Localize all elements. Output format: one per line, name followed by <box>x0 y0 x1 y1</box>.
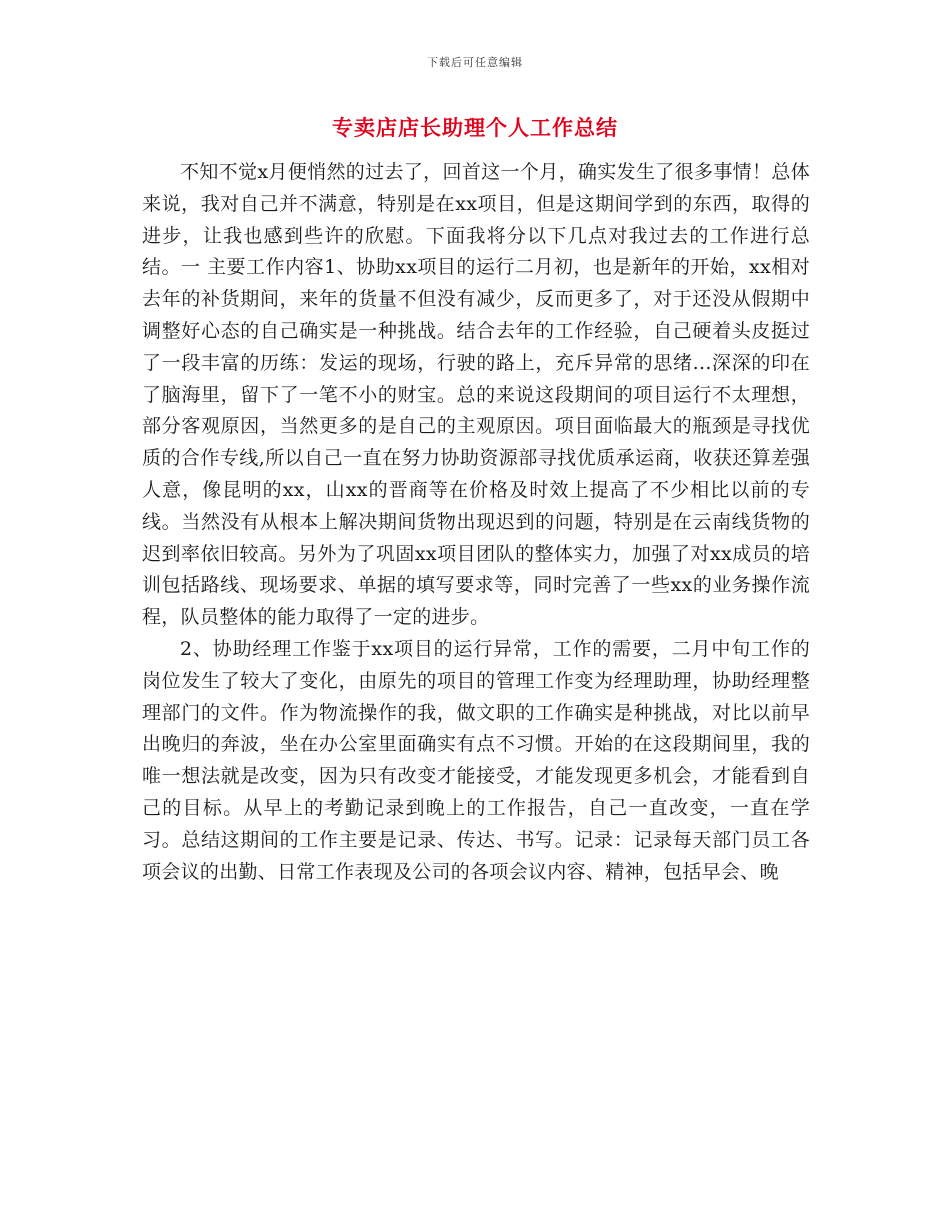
document-body <box>142 157 810 888</box>
paragraph-2: 2、协助经理工作鉴于xx项目的运行异常，工作的需要，二月中旬工作的岗位发生了较大了变化，由原先的项目的管理工作变为经理助理，协助经理整理部门的文件。作为物流操作的我，做文职的工作确实是种挑战，对比以前早出晚归的奔波，坐在办公室里面确实有点不习惯。开始的在这段期间里，我的唯一想法就是改变，因为只有改变才能接受，才能发现更多机会，才能看到自己的目标。从早上的考勤记录到晚上的工作报告，自己一直改变，一直在学习。总结这期间的工作主要是记录、传达、书写。记录：记录每天部门员工各项会议的出勤、日常工作表现及公司的各项会议内容、精神，包括早会、晚 <box>142 637 810 883</box>
document-title: 专卖店店长助理个人工作总结 <box>332 115 618 140</box>
paragraph-1: 不知不觉x月便悄然的过去了，回首这一个月，确实发生了很多事情！总体来说，我对自己并不满意，特别是在xx项目，但是这期间学到的东西，取得的进步，让我也感到些许的欣慰。下面我将分以下几点对我过去的工作进行总结。一 主要工作内容1、协助xx项目的运行二月初，也是新年的开始，xx相对去年的补货期间，来年的货量不但没有减少，反而更多了，对于还没从假期中调整好心态的自己确实是一种挑战。结合去年的工作经验，自己硬着头皮挺过了一段丰富的历练：发运的现场，行驶的路上，充斥异常的思绪...深深的印在了脑海里，留下了一笔不小的财宝。总的来说这段期间的项目运行不太理想，部分客观原因，当然更多的是自己的主观原因。项目面临最大的瓶颈是寻找优质的合作专线,所以自己一直在努力协助资源部寻找优质承运商，收获还算差强人意，像昆明的xx，山xx的晋商等在价格及时效上提高了不少相比以前的专线。当然没有从根本上解决期间货物出现迟到的问题，特别是在云南线货物的迟到率依旧较高。另外为了巩固xx项目团队的整体实力，加强了对xx成员的培训包括路线、现场要求、单据的填写要求等，同时完善了一些xx的业务操作流程，队员整体的能力取得了一定的进步。 <box>142 161 810 629</box>
header-note: 下载后可任意编辑 <box>427 56 523 69</box>
